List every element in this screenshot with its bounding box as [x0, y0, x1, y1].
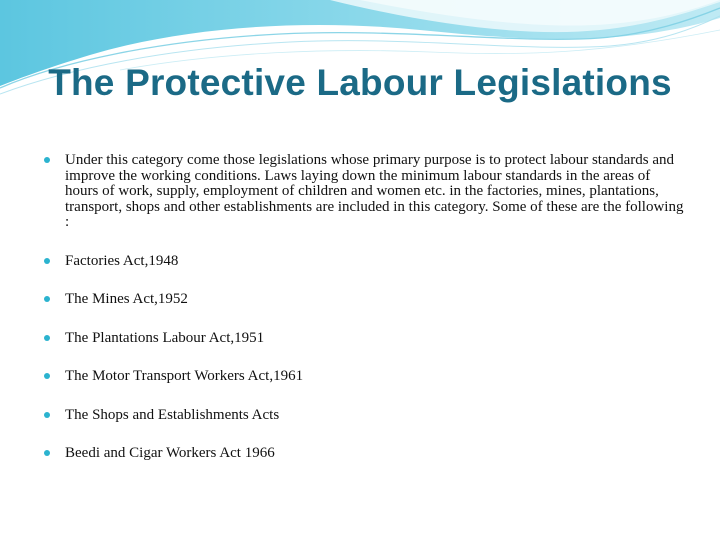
bullet-dot-icon	[44, 335, 50, 341]
bullet-dot-icon	[44, 412, 50, 418]
bullet-dot-icon	[44, 157, 50, 163]
bullet-item-shops-act	[44, 408, 684, 424]
bullet-item-plantations-act	[44, 331, 684, 347]
slide-title: The Protective Labour Legislations	[48, 62, 672, 103]
bullet-item-motor-transport-act	[44, 369, 684, 385]
bullet-text: Beedi and Cigar Workers Act 1966	[65, 445, 275, 461]
bullet-dot-icon	[44, 450, 50, 456]
bullet-list	[44, 153, 684, 485]
bullet-item-beedi-cigar-act	[44, 446, 684, 462]
bullet-text: The Shops and Establishments Acts	[65, 406, 280, 423]
bullet-text: Factories Act,1948	[65, 252, 179, 269]
bullet-text: The Mines Act,1952	[65, 291, 188, 307]
bullet-dot-icon	[44, 296, 50, 302]
bullet-text: The Plantations Labour Act,1951	[65, 329, 265, 346]
bullet-dot-icon	[44, 373, 50, 379]
bullet-dot-icon	[44, 258, 50, 264]
bullet-item-factories-act	[44, 254, 684, 270]
bullet-text: Under this category come those legislations whose primary purpose is to protect labour standards and improve the working conditions. Laws laying down the minimum labour standards in the areas of hours of work, supply, employment of children and women etc. in the factories, mines, plantations, transport, shops and other establishments are included in this category. Some of these are the following :	[65, 152, 684, 230]
bullet-item-mines-act	[44, 292, 684, 308]
bullet-item-intro	[44, 153, 684, 231]
bullet-text: The Motor Transport Workers Act,1961	[65, 368, 304, 384]
